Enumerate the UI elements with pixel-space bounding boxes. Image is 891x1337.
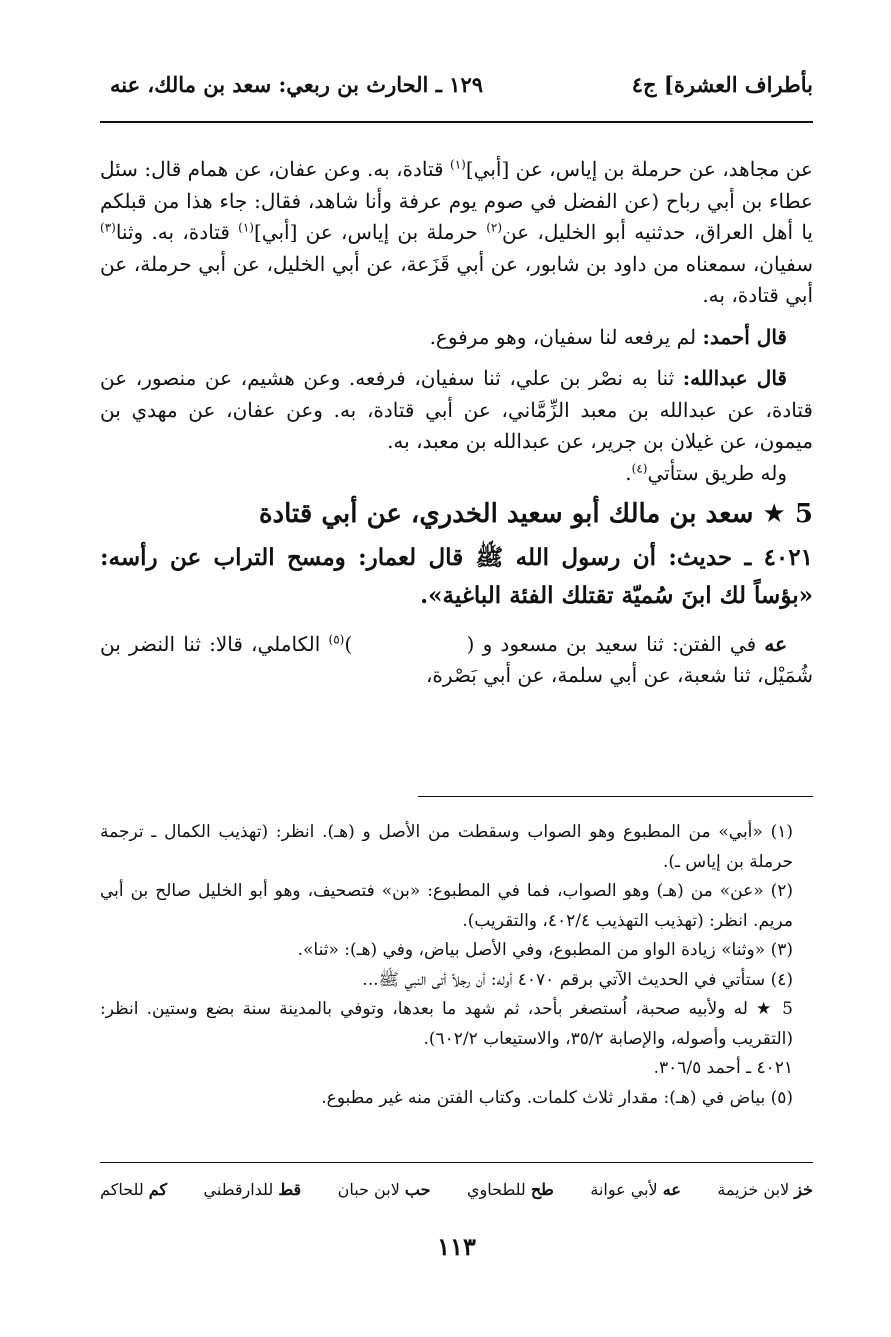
star-icon: ★	[762, 499, 786, 529]
page	[100, 0, 813, 1337]
hadith-entry	[100, 539, 813, 615]
abbreviation-item: حب لابن حبان	[337, 1180, 431, 1199]
footnote-ref: (٢)	[486, 220, 503, 235]
header-chapter-title: ١٢٩ ـ الحارث بن ربعي: سعد بن مالك، عنه	[110, 72, 484, 97]
abbreviation-item: كم للحاكم	[100, 1180, 168, 1199]
abdullah-label: قال عبدالله:	[682, 366, 787, 390]
hadith-intro: ـ حديث: أن رسول الله ﷺ قال لعمار: ومسح التراب عن رأسه:	[100, 543, 752, 571]
footnote-ref: (٤)	[631, 460, 648, 475]
paragraph-abdullah: قال عبدالله: ثنا به نصْر بن علي، ثنا سفيان، فرفعه. وعن هشيم، عن منصور، عن قتادة، عن عبدالله بن معبد الزِّمَّاني، عن أبي قتادة، به. وعن عفان، عن مهدي بن ميمون، عن غيلان بن جرير، عن عبدالله بن معبد، به.	[100, 366, 813, 453]
future-route-note: وله طريق ستأتي$^{(٤)}$.	[625, 460, 787, 485]
abbreviation-item: طح للطحاوي	[466, 1180, 554, 1199]
page-number: ١١٣	[437, 1232, 476, 1261]
footnote-ref: (١)	[238, 220, 254, 235]
paragraph-ahmad: قال أحمد: لم يرفعه لنا سفيان، وهو مرفوع.	[429, 324, 787, 349]
paragraph-mujahid: عن مجاهد، عن حرملة بن إياس، عن [أبي]$^{(١)}$ قتادة، به. وعن عفان، عن همام قال: سئل عطاء بن أبي رباح (عن الفضل في صوم يوم عرفة وأنا شاهد، فقال: جاء هذا من قبلكم يا أهل العراق، حدثنيه أبو الخليل، عن$^{(٢)}$ حرملة بن إياس، عن [أبي]$^{(١)}$ قتادة، به. وثنا$^{(٣)}$ سفيان، سمعناه من داود بن شابور، عن أبي قَزَعة، عن أبي الخليل، عن أبي حرملة، عن أبي قتادة، به.	[100, 157, 814, 307]
source-code: عه	[764, 631, 788, 656]
section-number: 5	[794, 499, 813, 529]
footnote: (٣) «وثنا» زيادة الواو من المطبوع، وفي الأصل بياض، وفي (هـ): «ثنا».	[297, 940, 793, 960]
footnote: 5 ★ له ولأبيه صحبة، اُستصغر بأحد، ثم شهد ما بعدها، وتوفي بالمدينة سنة بضع وستين. انظر: (التقريب وأصوله، والإصابة ٣٥/٢، والاستيعاب ٦٠٢/٢).	[100, 999, 793, 1049]
footnote: (٤) ستأتي في الحديث الآتي برقم ٤٠٧٠ أوله: أن رجلاً أتى النبي ﷺ...	[362, 969, 793, 990]
abbreviation-item: عه لأبي عوانة	[590, 1180, 681, 1199]
section-heading	[100, 499, 813, 531]
footnote: (٢) «عن» من (هـ) وهو الصواب، فما في المطبوع: «بن» فتصحيف، وهو أبو الخليل صالح بن أبي مريم. انظر: (تهذيب التهذيب ٤٠٢/٤، والتقريب).	[100, 881, 793, 931]
running-header	[100, 72, 813, 104]
header-divider	[100, 121, 813, 123]
ahmad-label: قال أحمد:	[702, 324, 787, 349]
section-title-text: سعد بن مالك أبو سعيد الخدري، عن أبي قتادة	[258, 499, 754, 529]
abbreviation-item: قط للدارقطني	[203, 1180, 302, 1199]
hadith-quote: «بؤساً لك ابنَ سُميّة تقتلك الفئة الباغية».	[420, 581, 813, 609]
main-text	[100, 154, 813, 702]
footnote-divider	[418, 796, 813, 797]
footnotes	[100, 818, 813, 1113]
abbreviations-divider	[100, 1162, 813, 1163]
footnote-ref: (٥)	[328, 631, 345, 646]
footnote: (١) «أبي» من المطبوع وهو الصواب وسقطت من الأصل و (هـ). انظر: (تهذيب الكمال ـ ترجمة حرملة بن إياس ـ).	[100, 822, 793, 872]
footnote: ٤٠٢١ ـ أحمد ٣٠٦/٥.	[653, 1058, 793, 1078]
footnote-ref: (١)	[450, 157, 466, 172]
header-book-title: بأطراف العشرة] ج٤	[631, 72, 813, 97]
hadith-number: ٤٠٢١	[763, 543, 813, 571]
footnote: (٥) بياض في (هـ): مقدار ثلاث كلمات. وكتاب الفتن منه غير مطبوع.	[321, 1087, 793, 1108]
footnote-ref: (٣)	[100, 220, 116, 235]
abbreviations-key	[100, 1180, 813, 1199]
paragraph-narration: عه في الفتن: ثنا سعيد بن مسعود و ( )$^{(٥)}$ الكاملي، قالا: ثنا النضر بن شُمَيْل، ثنا شعبة، عن أبي سلمة، عن أبي بَصْرة،	[100, 631, 813, 687]
abbreviation-item: خز لابن خزيمة	[717, 1180, 813, 1199]
